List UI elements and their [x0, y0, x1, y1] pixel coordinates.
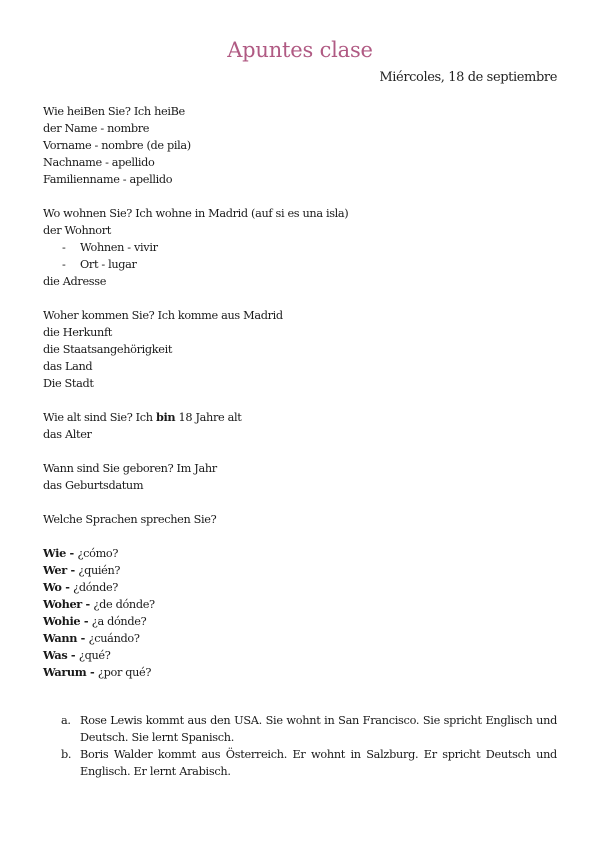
question-word-row [43, 579, 557, 596]
document-date: Miércoles, 18 de septiembre [379, 70, 557, 85]
exercise-list [61, 712, 557, 780]
separator: - [65, 546, 78, 560]
question-word-es: ¿cómo? [77, 547, 119, 560]
vocab-line: der Name - nombre [43, 122, 150, 135]
vocab-line: Nachname - apellido [43, 156, 155, 169]
separator: - [66, 563, 79, 577]
separator: - [67, 648, 79, 662]
birth-question: Wann sind Sie geboren? Im Jahr [43, 462, 217, 475]
vocab-line: die Adresse [43, 275, 107, 288]
question-word-row [43, 545, 557, 562]
vocab-line: das Land [43, 360, 93, 373]
question-word-de: Was [43, 648, 68, 662]
separator: - [61, 580, 74, 594]
residence-question: Wo wohnen Sie? Ich wohne in Madrid (auf si es una isla) [43, 207, 349, 220]
exercise-item-b [61, 746, 557, 780]
question-word-es: ¿por qué? [97, 666, 152, 679]
spacer [43, 188, 557, 205]
exercise-text: Rose Lewis kommt aus den USA. Sie wohnt in San Francisco. Sie spricht Englisch und Deutsch. Sie lernt Spanisch. [80, 714, 557, 744]
age-question-start: Wie alt sind Sie? Ich [43, 411, 156, 424]
spacer [43, 528, 557, 545]
question-word-de: Wie [43, 546, 66, 560]
dash-list-item [43, 239, 557, 256]
separator: - [77, 631, 89, 645]
vocab-line: Familienname - apellido [43, 173, 173, 186]
vocab-line: Vorname - nombre (de pila) [43, 139, 191, 152]
question-word-de: Woher [43, 597, 82, 611]
question-word-row [43, 596, 557, 613]
question-word-de: Wohie [43, 614, 81, 628]
age-question-bold: bin [155, 410, 176, 424]
question-word-de: Wann [43, 631, 78, 645]
question-word-es: ¿dónde? [73, 581, 119, 594]
spacer [43, 443, 557, 460]
separator: - [86, 665, 98, 679]
question-word-row [43, 647, 557, 664]
list-marker: a. [61, 714, 71, 727]
spacer [43, 392, 557, 409]
dash-list-item [43, 256, 557, 273]
question-word-es: ¿quién? [78, 564, 121, 577]
question-word-es: ¿qué? [78, 649, 111, 662]
question-word-es: ¿de dónde? [93, 598, 155, 611]
dash-marker: - [62, 258, 66, 271]
question-word-row [43, 630, 557, 647]
vocab-line: Die Stadt [43, 377, 94, 390]
origin-question: Woher kommen Sie? Ich komme aus Madrid [43, 309, 283, 322]
vocab-line: der Wohnort [43, 224, 111, 237]
dash-item-text: Wohnen - vivir [80, 241, 158, 254]
question-word-row [43, 562, 557, 579]
languages-question: Welche Sprachen sprechen Sie? [43, 513, 217, 526]
list-marker: b. [61, 748, 72, 761]
question-word-es: ¿a dónde? [91, 615, 147, 628]
document-title: Apuntes clase [227, 38, 373, 62]
question-word-de: Wo [43, 580, 62, 594]
question-word-es: ¿cuándo? [88, 632, 140, 645]
separator: - [81, 597, 94, 611]
exercise-item-a [61, 712, 557, 746]
exercise-text: Boris Walder kommt aus Österreich. Er wohnt in Salzburg. Er spricht Deutsch und Englisch. Er lernt Arabisch. [80, 748, 557, 778]
question-word-row [43, 613, 557, 630]
separator: - [80, 614, 92, 628]
spacer [43, 290, 557, 307]
dash-marker: - [62, 241, 66, 254]
question-word-de: Wer [43, 563, 67, 577]
vocab-line: die Herkunft [43, 326, 112, 339]
vocab-line: das Alter [43, 428, 92, 441]
vocab-line: das Geburtsdatum [43, 479, 144, 492]
age-question [43, 409, 557, 426]
question-word-row [43, 664, 557, 681]
document-body [43, 103, 557, 681]
age-question-end: 18 Jahre alt [175, 411, 242, 424]
spacer [43, 494, 557, 511]
vocab-line: die Staatsangehörigkeit [43, 343, 173, 356]
question-word-de: Warum [43, 665, 87, 679]
dash-item-text: Ort - lugar [80, 258, 137, 271]
name-question: Wie heiBen Sie? Ich heiBe [43, 105, 185, 118]
